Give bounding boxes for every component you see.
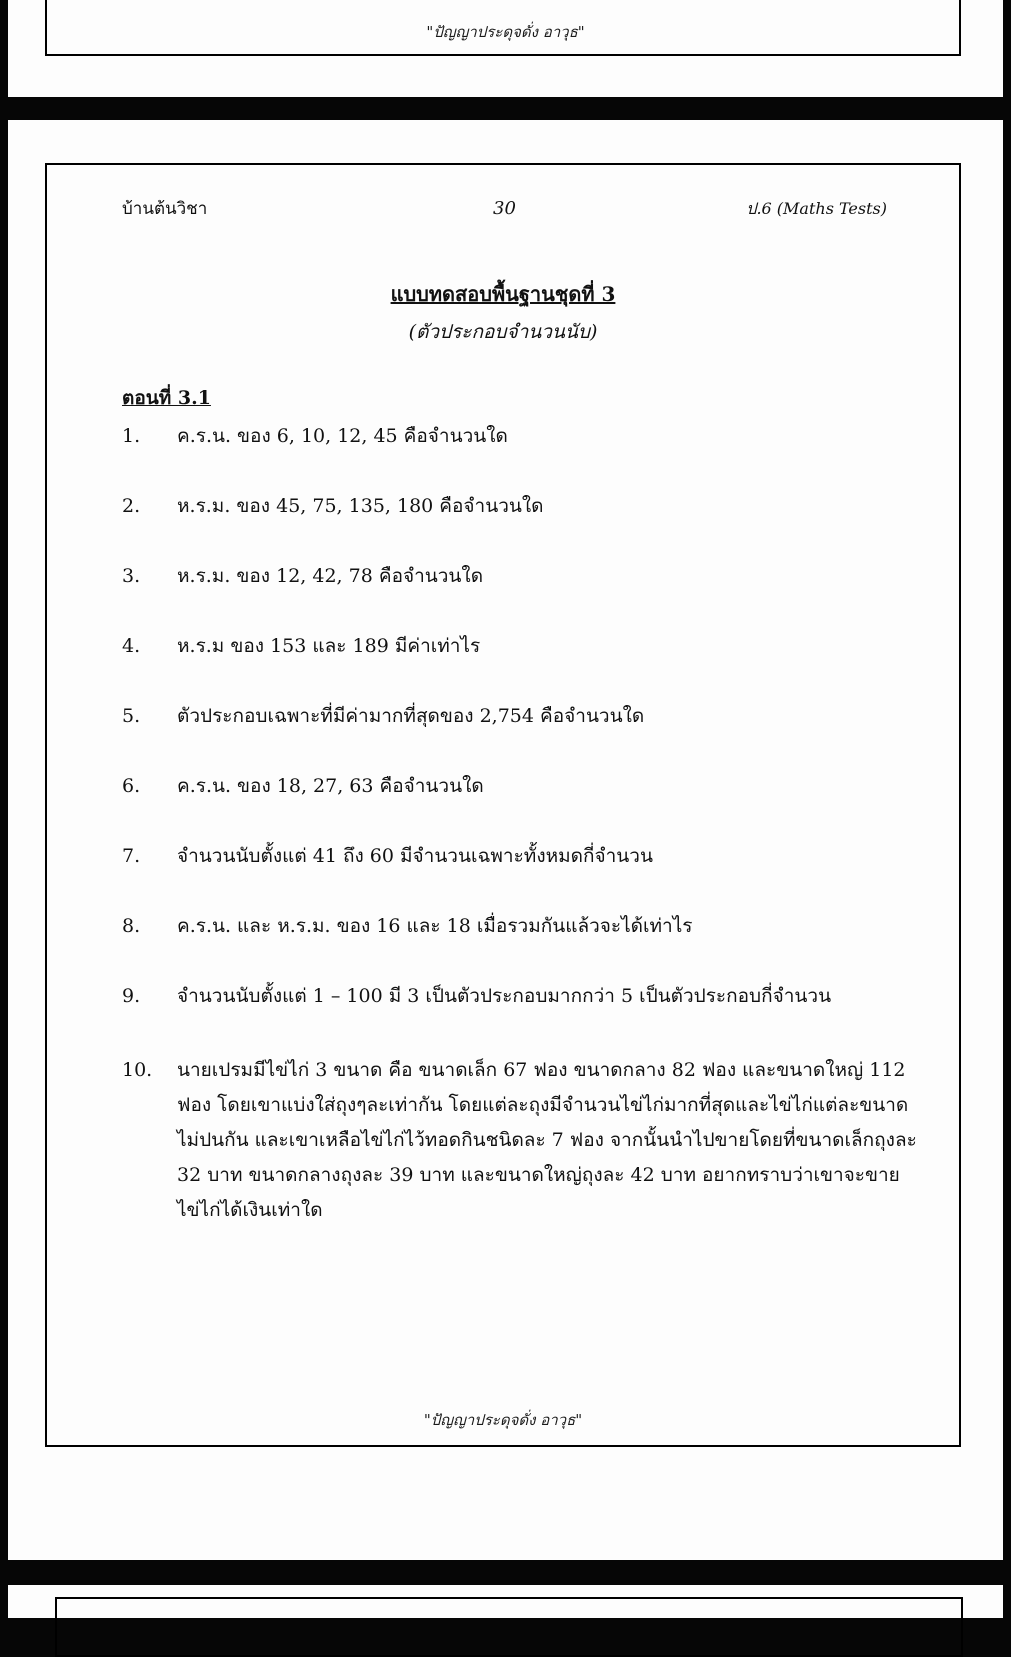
document-page [8, 120, 1003, 1560]
question-number: 5. [122, 705, 141, 727]
question-row [122, 773, 922, 799]
question-number: 3. [122, 565, 141, 587]
question-list [122, 423, 922, 1272]
question-text: จำนวนนับตั้งแต่ 1 – 100 มี 3 เป็นตัวประกอบมากกว่า 5 เป็นตัวประกอบกี่จำนวน [177, 985, 832, 1007]
question-number: 9. [122, 985, 141, 1007]
question-row [122, 423, 922, 449]
header-school-name: บ้านต้นวิชา [122, 199, 208, 219]
page-header [122, 195, 887, 222]
page-footer-motto: "ปัญญาประดุจดั่ง อาวุธ" [423, 1411, 583, 1429]
question-row [122, 983, 922, 1009]
question-number: 8. [122, 915, 141, 937]
question-row [122, 703, 922, 729]
question-text: ค.ร.น. ของ 18, 27, 63 คือจำนวนใด [177, 775, 484, 797]
next-page-fragment [8, 1585, 1003, 1618]
question-row [122, 633, 922, 659]
question-number: 7. [122, 845, 141, 867]
question-number: 2. [122, 495, 141, 517]
question-row [122, 1053, 922, 1228]
question-text: ห.ร.ม. ของ 45, 75, 135, 180 คือจำนวนใด [177, 495, 544, 517]
question-row [122, 563, 922, 589]
section-heading: ตอนที่ 3.1 [122, 387, 211, 409]
question-number: 4. [122, 635, 141, 657]
question-row [122, 493, 922, 519]
question-text: ค.ร.น. ของ 6, 10, 12, 45 คือจำนวนใด [177, 425, 508, 447]
next-page-border-frame [55, 1597, 963, 1657]
question-row [122, 913, 922, 939]
header-course-label: ป.6 (Maths Tests) [746, 199, 887, 218]
question-number: 1. [122, 425, 141, 447]
page-border-frame [45, 163, 961, 1447]
previous-page-footer-motto: "ปัญญาประดุจดั่ง อาวุธ" [426, 23, 585, 41]
question-text: ห.ร.ม. ของ 12, 42, 78 คือจำนวนใด [177, 565, 484, 587]
question-row [122, 843, 922, 869]
document-title: แบบทดสอบพื้นฐานชุดที่ 3 [390, 282, 616, 306]
page-number: 30 [493, 198, 516, 219]
question-text: จำนวนนับตั้งแต่ 41 ถึง 60 มีจำนวนเฉพาะทั้งหมดกี่จำนวน [177, 845, 653, 867]
question-number: 6. [122, 775, 141, 797]
question-number: 10. [122, 1059, 153, 1081]
question-text: นายเปรมมีไข่ไก่ 3 ขนาด คือ ขนาดเล็ก 67 ฟอง ขนาดกลาง 82 ฟอง และขนาดใหญ่ 112 ฟอง โดยเขาแบ่งใส่ถุงๆละเท่ากัน โดยแต่ละถุงมีจำนวนไข่ไก่มากที่สุดและไข่ไก่แต่ละขนาดไม่ปนกัน และเขาเหลือไข่ไก่ไว้ทอดกินชนิดละ 7 ฟอง จากนั้นนำไปขายโดยที่ขนาดเล็กถุงละ 32 บาท ขนาดกลางถุงละ 39 บาท และขนาดใหญ่ถุงละ 42 บาท อยากทราบว่าเขาจะขายไข่ไก่ได้เงินเท่าใด [177, 1059, 917, 1221]
question-text: ตัวประกอบเฉพาะที่มีค่ามากที่สุดของ 2,754 คือจำนวนใด [177, 705, 645, 727]
previous-page-fragment [8, 0, 1003, 97]
document-subtitle: (ตัวประกอบจำนวนนับ) [408, 321, 598, 343]
question-text: ห.ร.ม ของ 153 และ 189 มีค่าเท่าไร [177, 635, 481, 657]
question-text: ค.ร.น. และ ห.ร.ม. ของ 16 และ 18 เมื่อรวมกันแล้วจะได้เท่าไร [177, 915, 693, 937]
